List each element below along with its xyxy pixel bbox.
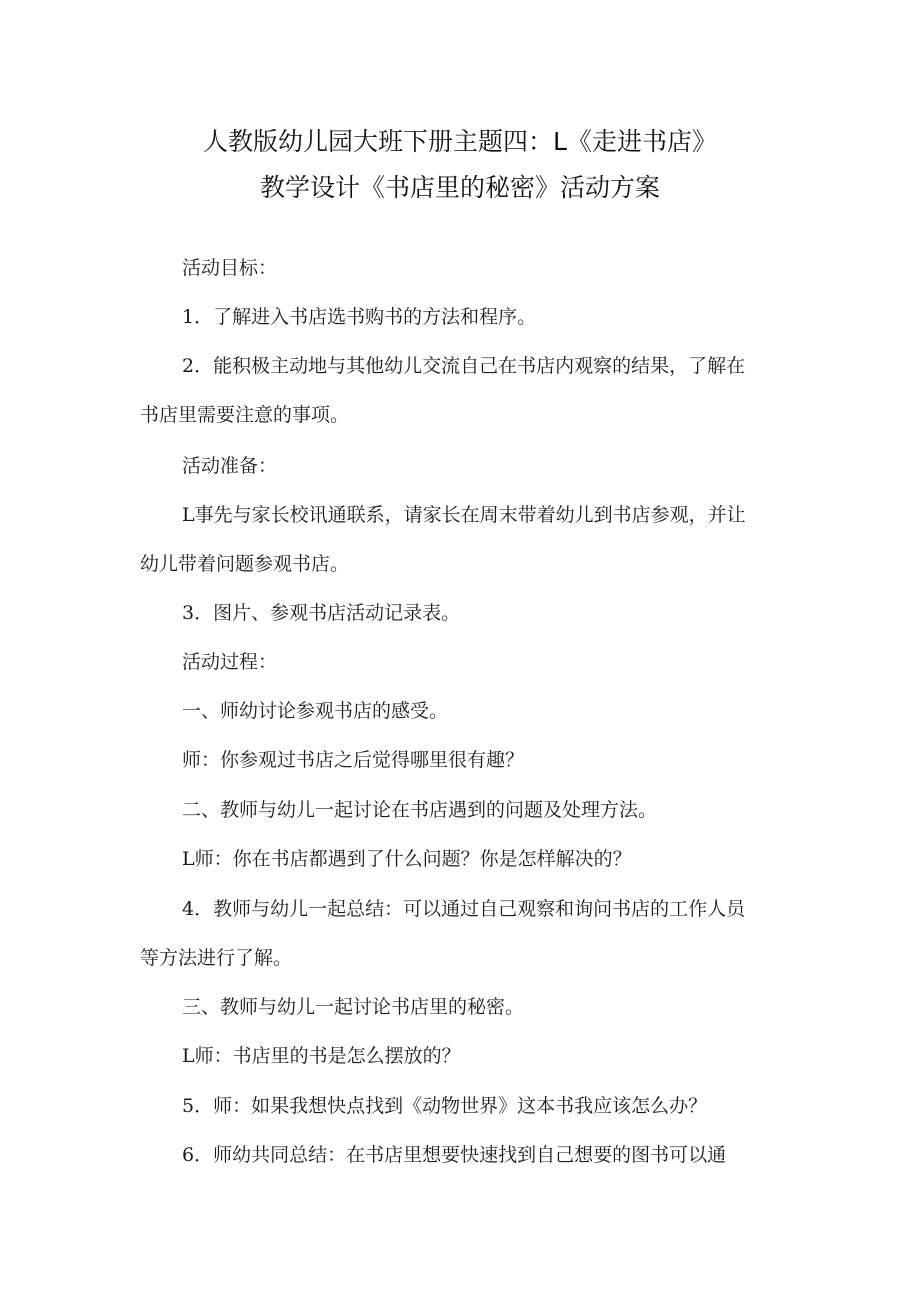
paragraph-line: 书店里需要注意的事项。 (140, 404, 350, 426)
paragraph-line: 等方法进行了解。 (140, 947, 293, 969)
section-heading-objectives: 活动目标： (182, 257, 278, 279)
document-title-line-2: 教学设计《书店里的秘密》活动方案 (259, 173, 660, 202)
paragraph-line: L师：你在书店都遇到了什么问题？你是怎样解决的？ (182, 848, 632, 870)
paragraph-line: 一、师幼讨论参观书店的感受。 (182, 700, 449, 722)
paragraph-line: 5．师：如果我想快点找到《动物世界》这本书我应该怎么办？ (182, 1095, 708, 1117)
document-title-line-1: 人教版幼儿园大班下册主题四：L《走进书店》 (203, 127, 717, 156)
section-heading-preparation: 活动准备： (182, 455, 278, 477)
paragraph-line: 师：你参观过书店之后觉得哪里很有趣？ (182, 749, 525, 771)
paragraph-line: 3．图片、参观书店活动记录表。 (182, 602, 461, 624)
section-heading-process: 活动过程： (182, 651, 278, 673)
paragraph-line: 幼儿带着问题参观书店。 (140, 553, 350, 575)
paragraph-line: 2．能积极主动地与其他幼儿交流自己在书店内观察的结果，了解在 (182, 355, 746, 377)
paragraph-line: L事先与家长校讯通联系，请家长在周末带着幼儿到书店参观，并让 (182, 504, 746, 526)
paragraph-line: 6．师幼共同总结：在书店里想要快速找到自己想要的图书可以通 (182, 1144, 727, 1166)
paragraph-line: 1．了解进入书店选书购书的方法和程序。 (182, 306, 537, 328)
paragraph-line: 4．教师与幼儿一起总结：可以通过自己观察和询问书店的工作人员 (182, 898, 746, 920)
paragraph-line: 二、教师与幼儿一起讨论在书店遇到的问题及处理方法。 (182, 799, 658, 821)
paragraph-line: 三、教师与幼儿一起讨论书店里的秘密。 (182, 996, 525, 1018)
paragraph-line: L师：书店里的书是怎么摆放的？ (182, 1045, 461, 1067)
